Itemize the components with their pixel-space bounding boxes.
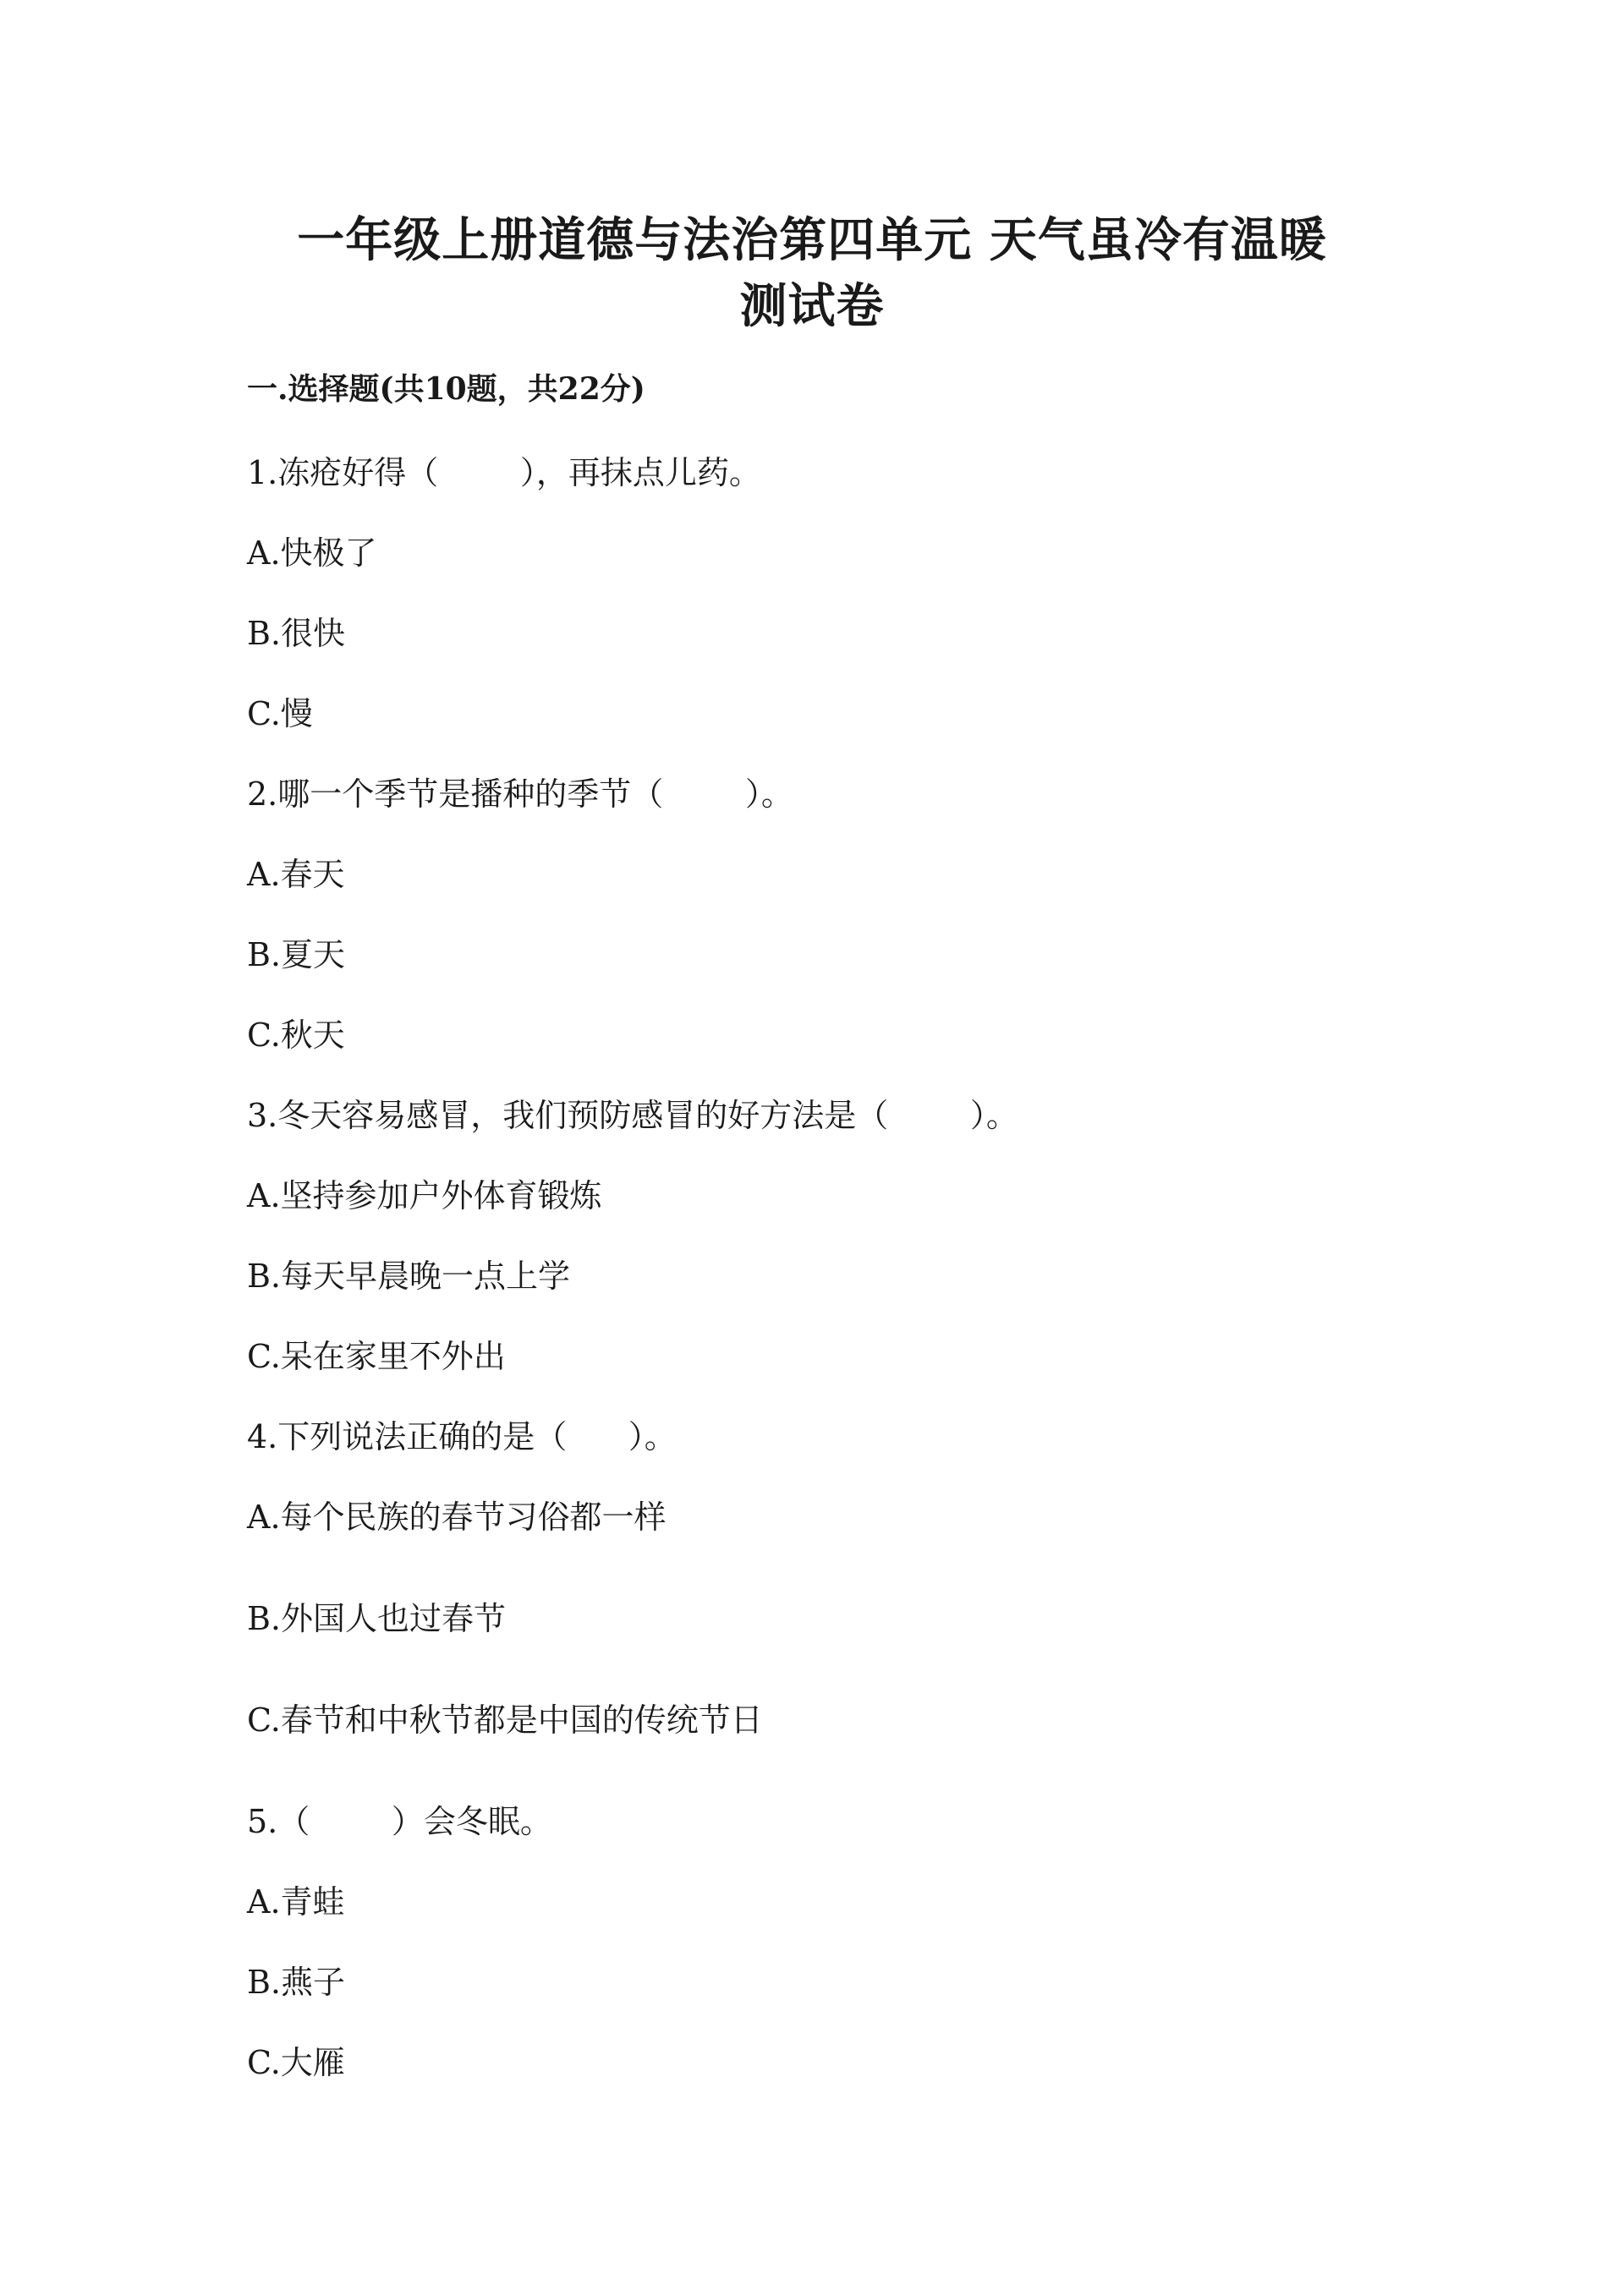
- question-option: A.春天: [247, 856, 345, 893]
- question-stem: 5.（ ）会冬眠。: [247, 1803, 552, 1840]
- question-option: B.每天早晨晚一点上学: [247, 1258, 571, 1295]
- document-title-line2: 测试卷: [739, 278, 885, 334]
- section-heading: 一.选择题(共10题，共22分): [247, 371, 645, 407]
- question-option: C.春节和中秋节都是中国的传统节日: [247, 1701, 763, 1739]
- question-option: C.秋天: [247, 1016, 345, 1054]
- question-option: B.夏天: [247, 936, 346, 973]
- question-option: A.坚持参加户外体育锻炼: [247, 1177, 602, 1214]
- question-stem: 4.下列说法正确的是（ ）。: [247, 1418, 677, 1455]
- question-stem: 2.哪一个季节是播种的季节（ ）。: [247, 775, 793, 813]
- question-stem: 3.冬天容易感冒，我们预防感冒的好方法是（ ）。: [247, 1097, 1018, 1134]
- question-option: B.外国人也过春节: [247, 1600, 507, 1637]
- question-option: C.呆在家里不外出: [247, 1338, 506, 1375]
- question-option: B.很快: [247, 615, 346, 652]
- question-option: A.青蛙: [247, 1883, 345, 1921]
- question-option: C.大雁: [247, 2044, 345, 2081]
- question-stem: 1.冻疮好得（ ），再抹点儿药。: [247, 454, 761, 491]
- question-option: B.燕子: [247, 1964, 346, 2001]
- question-option: A.快极了: [247, 534, 377, 572]
- document-title-line1: 一年级上册道德与法治第四单元 天气虽冷有温暖: [297, 212, 1327, 268]
- question-option: A.每个民族的春节习俗都一样: [247, 1499, 667, 1536]
- question-option: C.慢: [247, 695, 313, 732]
